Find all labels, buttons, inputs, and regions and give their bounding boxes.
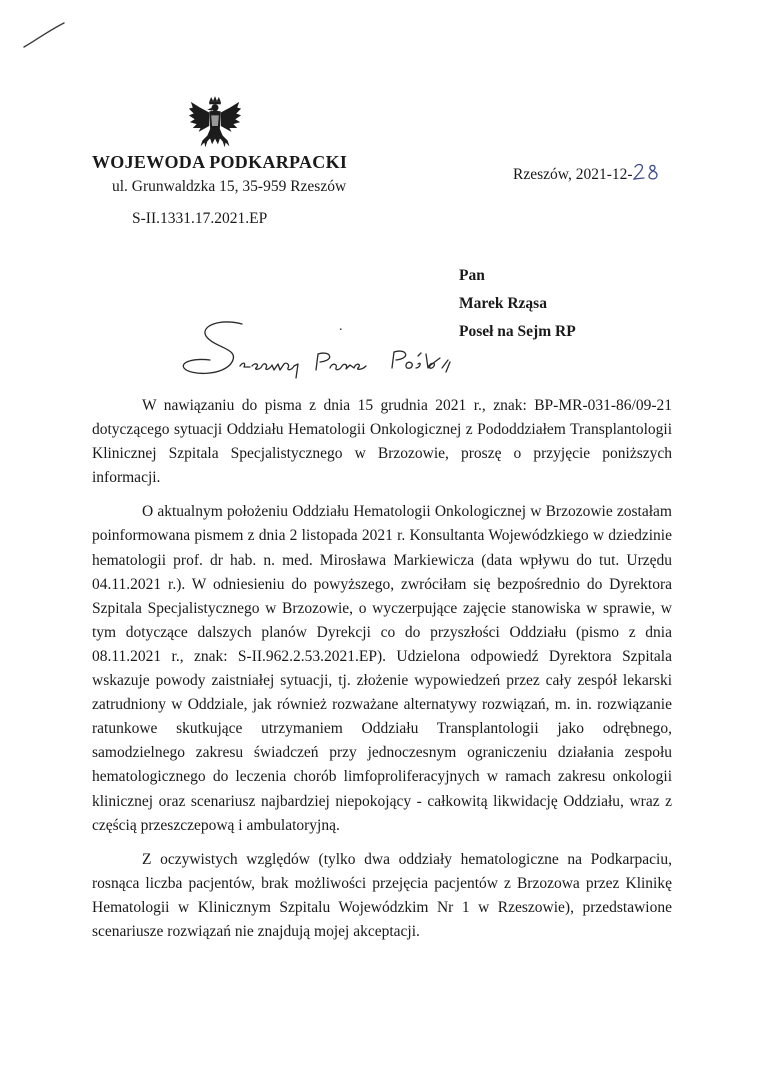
handwritten-salutation-icon [180,318,480,388]
reference-number: S-II.1331.17.2021.EP [132,210,268,227]
pen-mark-icon [22,20,66,50]
organization-address: ul. Grunwaldzka 15, 35-959 Rzeszów [112,178,347,195]
letter-body [92,394,672,944]
body-paragraph-3: Z oczywistych względów (tylko dwa oddziały hematologiczne na Podkarpaciu, rosnąca liczba pacjentów, brak możliwości przejęcia pacjentów z Brzozowa przez Klinikę Hematologii w Klinicznym Szpitalu Wojewódzkim Nr 1 w Rzeszowie), przedstawione scenariusze rozwiązań nie znajdują mojej akceptacji. [92,850,672,940]
recipient-position: Poseł na Sejm RP [459,323,576,340]
body-paragraph-2: O aktualnym położeniu Oddziału Hematologii Onkologicznej w Brzozowie zostałam poinformowana pismem z dnia 2 listopada 2021 r. Konsultanta Wojewódzkiego w dziedzinie hematologii prof. dr hab. n. med. Mirosława Markiewicza (data wpływu do tut. Urzędu 04.11.2021 r.). W odniesieniu do powyższego, zwróciłam się bezpośrednio do Dyrektora Szpitala Specjalistycznego w Brzozowie, o wyczerpujące zajęcie stanowiska w sprawie, w tym dotyczące dalszych planów Dyrekcji co do przyszłości Oddziału (pismo z dnia 08.11.2021 r., znak: S-II.962.2.53.2021.EP). Udzielona odpowiedź Dyrektora Szpitala wskazuje powody zaistniałej sytuacji, tj. złożenie wypowiedzeń przez cały zespół lekarski zatrudniony w Oddziale, jak również rozważane alternatywy rozwiązań, m. in. rozwiązanie ratunkowe skutkujące utrzymaniem Oddziału Transplantologii jako odrębnego, samodzielnego zakresu świadczeń przy jednoczesnym ograniczeniu działania zespołu hematologicznego do leczenia chorób limfoproliferacyjnych w ramach zakresu onkologii klinicznej oraz scenariusz najbardziej niepokojący - całkowitą likwidację Oddziału, wraz z częścią przeszczepową i ambulatoryjną. [92,503,672,834]
organization-name: WOJEWODA PODKARPACKI [92,152,348,172]
recipient-title: Pan [459,267,485,284]
place-date-printed: Rzeszów, 2021-12- [513,166,633,183]
polish-eagle-emblem-icon [186,96,244,158]
salutation-dot: . [339,319,343,334]
recipient-name: Marek Rząsa [459,295,547,312]
place-and-date [513,161,661,184]
body-paragraph-1: W nawiązaniu do pisma z dnia 15 grudnia 2021 r., znak: BP-MR-031-86/09-21 dotyczącego sytuacji Oddziału Hematologii Onkologicznej z Pododdziałem Transplantologii Klinicznej Szpitala Specjalistycznego w Brzozowie, proszę o przyjęcie poniższych informacji. [92,397,672,487]
handwritten-day-icon [633,161,661,183]
